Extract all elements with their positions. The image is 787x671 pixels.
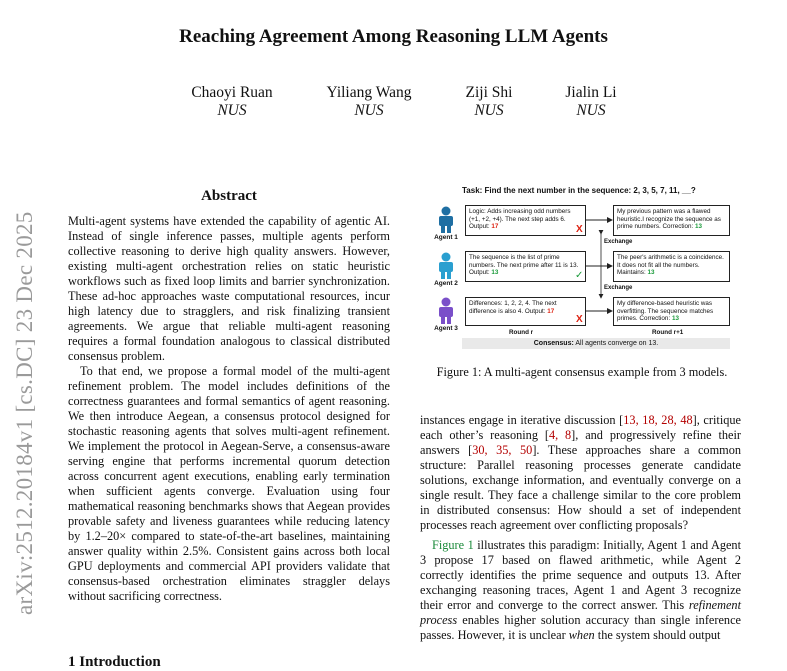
wrong-mark-icon: X bbox=[576, 314, 583, 325]
figure-task: Task: Find the next number in the sequence: 2, 3, 5, 7, 11, __? bbox=[462, 186, 696, 195]
author-3 bbox=[434, 84, 544, 120]
agent-2 bbox=[426, 252, 466, 287]
abstract-paragraph-2: To that end, we propose a formal model of the multi-agent refinement problem. The model includes definitions of the correctness guarantees and formal semantics of agent reasoning. We then introduce Aegean, a consensus protocol designed for stochastic reasoning agents that solves multi-agent refinement. We implement the protocol in Aegean-Serve, a consensus-aware serving engine that performs incremental quorum detection across concurrent agent executions, enabling early termination when sufficient agents converge. Evaluation using four mathematical reasoning benchmarks shows that Aegean provides provable safety and liveness guarantees while reducing latency by 1.2–20× compared to state-of-the-art baselines, maintaining answer quality within 2.5%. Consistent gains across both local GPU deployments and commercial API providers validate that consensus-based orchestration eliminates straggler delays without sacrificing correctness. bbox=[68, 364, 390, 603]
body-paragraph-1: instances engage in iterative discussion [13, 18, 28, 48], critique each other’s reasoning [4, 8], and progressively refine their answers [30, 35, 50]. These approaches share a common structure: Parallel reasoning processes generate candidate solutions, exchange information, and eventually converge on a single result. They face a challenge similar to the core problem in distributed consensus: How should a set of independent processes reach agreement over conflicting proposals? bbox=[420, 413, 742, 532]
person-icon bbox=[436, 206, 456, 234]
consensus-bar: Consensus: All agents converge on 13. bbox=[462, 338, 730, 349]
author-affiliation: NUS bbox=[474, 102, 504, 119]
body-right-column bbox=[420, 413, 741, 643]
arxiv-stamp bbox=[4, 150, 44, 620]
introduction-heading: 1 Introduction bbox=[68, 654, 161, 670]
abstract-heading: Abstract bbox=[201, 188, 257, 204]
author-name: Yiliang Wang bbox=[326, 84, 412, 101]
abstract-paragraph-1: Multi-agent systems have extended the capability of agentic AI. Instead of single inference passes, multiple agents perform collective reasoning to derive high quality answers. However, existing multi-agent orchestration relies on static heuristic workflows such as fixed loop limits and barrier synchronization. These ad-hoc approaches waste computational resources, incur high latency due to stragglers, and risk finalizing transient agreements. We argue that reliable multi-agent reasoning requires a formal foundation analogous to classical distributed consensus problem. bbox=[68, 214, 390, 363]
exchange-label: Exchange bbox=[604, 239, 633, 245]
figure-ref-link[interactable]: Figure 1 bbox=[432, 538, 474, 552]
figure-caption: Figure 1: A multi-agent consensus example from 3 models. bbox=[436, 365, 728, 379]
author-name: Jialin Li bbox=[565, 84, 617, 101]
round-r-box-2: The sequence is the list of prime numbers. The next prime after 11 is 13. Output: 13 bbox=[465, 251, 586, 282]
round-r1-box-3: My difference-based heuristic was overfitting. The sequence matches primes. Correction: 13 bbox=[613, 297, 730, 326]
figure-1 bbox=[424, 186, 740, 352]
abstract-body bbox=[68, 214, 390, 604]
author-1 bbox=[177, 84, 287, 120]
exchange-label: Exchange bbox=[604, 285, 633, 291]
agent-label: Agent 2 bbox=[434, 280, 458, 287]
check-mark-icon: ✓ bbox=[575, 270, 584, 281]
citation-link[interactable]: 4, 8 bbox=[548, 428, 572, 442]
paper-title: Reaching Agreement Among Reasoning LLM Agents bbox=[179, 26, 608, 47]
person-icon bbox=[436, 297, 456, 325]
agent-label: Agent 3 bbox=[434, 325, 458, 332]
author-2 bbox=[314, 84, 424, 120]
author-name: Ziji Shi bbox=[465, 84, 513, 101]
author-name: Chaoyi Ruan bbox=[191, 84, 273, 101]
author-affiliation: NUS bbox=[354, 102, 384, 119]
arxiv-stamp-text: arXiv:2512.20184v1 [cs.DC] 23 Dec 2025 bbox=[12, 211, 37, 615]
agent-1 bbox=[426, 206, 466, 241]
round-r-box-1: Logic: Adds increasing odd numbers (+1, +2, +4). The next step adds 6. Output: 17 bbox=[465, 205, 586, 236]
round-r1-box-1: My previous pattern was a flawed heuristic.I recognize the sequence as prime numbers. Correction: 13 bbox=[613, 205, 730, 236]
wrong-mark-icon: X bbox=[576, 224, 583, 235]
author-affiliation: NUS bbox=[217, 102, 247, 119]
round-r-label: Round r bbox=[509, 329, 534, 336]
citation-link[interactable]: 30, 35, 50 bbox=[472, 443, 533, 457]
agent-3 bbox=[426, 297, 466, 332]
agent-label: Agent 1 bbox=[434, 234, 458, 241]
author-4 bbox=[536, 84, 646, 120]
person-icon bbox=[436, 252, 456, 280]
round-r-box-3: Differences: 1, 2, 2, 4. The next difference is also 4. Output: 17 bbox=[465, 297, 586, 326]
author-affiliation: NUS bbox=[576, 102, 606, 119]
round-r1-label: Round r+1 bbox=[652, 329, 684, 336]
round-r1-box-2: The peer's arithmetic is a coincidence. It does not fit all the numbers. Maintains: 13 bbox=[613, 251, 730, 282]
citation-link[interactable]: 13, 18, 28, 48 bbox=[623, 413, 693, 427]
body-paragraph-2: Figure 1 illustrates this paradigm: Initially, Agent 1 and Agent 3 propose 17 based on flawed arithmetic, while Agent 2 correctly identifies the prime sequence and outputs 13. After exchanging reasoning traces, Agent 1 and Agent 3 recognize their error and converge to the correct answer. This refinement process enables higher solution accuracy than single inference passes. However, it is unclear when the system should output bbox=[420, 538, 741, 642]
